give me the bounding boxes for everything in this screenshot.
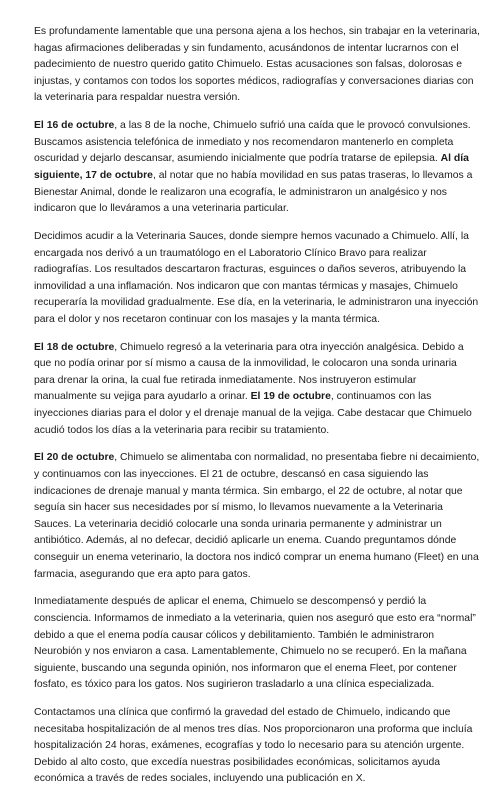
paragraph-text: , a las 8 de la noche, Chimuelo sufrió una caída que le provocó convulsiones. Buscamos asistencia telefónica de inmediato y nos recomendaron mantenerlo en completa oscuridad y dejarlo descansar, asumiendo inicialmente que podría tratarse de epilepsia. bbox=[34, 120, 471, 165]
date-highlight: El 16 de octubre bbox=[34, 120, 115, 132]
paragraph-text: Es profundamente lamentable que una persona ajena a los hechos, sin trabajar en la veterinaria, hagas afirmaciones deliberadas y sin fundamento, acusándonos de intentar lucrarnos con el padecimiento de nuestro querido gatito Chimuelo. Estas acusaciones son falsas, dolorosas e injustas, y contamos con todos los soportes médicos, radiografías y conversaciones diarias con la veterinaria para respaldar nuestra versión. bbox=[34, 26, 480, 104]
document-body bbox=[34, 24, 480, 799]
date-highlight: El 18 de octubre bbox=[34, 341, 115, 353]
paragraph-oct-16 bbox=[34, 118, 480, 218]
paragraph-text: , Chimuelo regresó a la veterinaria para otra inyección analgésica. Debido a que no podía orinar por sí mismo a causa de la inmovilidad, le colocaron una sonda urinaria para drenar la orina, la cual fue retirada inmediatamente. Nos instruyeron estimular manualmente su vejiga para ayudarlo a orinar. bbox=[34, 341, 464, 403]
paragraph-text: Contactamos una clínica que confirmó la gravedad del estado de Chimuelo, indicando que necesitaba hospitalización de al menos tres días. Nos proporcionaron una proforma que incluía hospitalización 24 horas, exámenes, ecografías y todo lo necesario para su atención urgente. Debido al alto costo, que excedía nuestras posibilidades económicas, solicitamos ayuda económica a través de redes sociales, incluyendo una publicación en X. bbox=[34, 707, 473, 785]
paragraph-clinica bbox=[34, 705, 480, 788]
paragraph-oct-20 bbox=[34, 450, 480, 583]
paragraph-text: Inmediatamente después de aplicar el enema, Chimuelo se descompensó y perdió la consciencia. Informamos de inmediato a la veterinaria, quien nos aseguró que esto era “normal” debido a que el enema podía causar cólicos y debilitamiento. También le administraron Neurobión y nos enviaron a casa. Lamentablemente, Chimuelo no se recuperó. En la mañana siguiente, buscando una segunda opinión, nos informaron que el enema Fleet, por contener fosfato, es tóxico para los gatos. Nos sugirieron trasladarlo a una clínica especializada. bbox=[34, 596, 476, 691]
date-highlight: El 19 de octubre bbox=[250, 391, 331, 403]
paragraph-oct-18 bbox=[34, 340, 480, 440]
paragraph-text: , Chimuelo se alimentaba con normalidad, no presentaba fiebre ni decaimiento, y continuamos con las inyecciones. El 21 de octubre, descansó en casa siguiendo las indicaciones de drenaje manual y manta térmica. Sin embargo, el 22 de octubre, al notar que seguía sin hacer sus necesidades por sí mismo, lo llevamos nuevamente a la Veterinaria Sauces. La veterinaria decidió colocarle una sonda urinaria permanente y administrar un antibiótico. Además, al no defecar, decidió aplicarle un enema. Cuando preguntamos dónde conseguir un enema veterinario, la doctora nos indicó comprar un enema humano (Fleet) en una farmacia, asegurando que era apto para gatos. bbox=[34, 452, 480, 580]
paragraph-enema bbox=[34, 594, 480, 694]
paragraph-veterinaria-sauces bbox=[34, 229, 480, 329]
paragraph-text: Decidimos acudir a la Veterinaria Sauces, donde siempre hemos vacunado a Chimuelo. Allí, la encargada nos derivó a un traumatólogo en el Laboratorio Clínico Bravo para realizar radiografías. Los resultados descartaron fracturas, esguinces o daños severos, atribuyendo la inmovilidad a una inflamación. Nos indicaron que con mantas térmicas y masajes, Chimuelo recuperaría la movilidad gradualmente. Ese día, en la veterinaria, le administraron una inyección para el dolor y nos recetaron continuar con los masajes y la manta térmica. bbox=[34, 230, 479, 325]
paragraph-text: , continuamos con las inyecciones diarias para el dolor y el drenaje manual de la vejiga. Cabe destacar que Chimuelo acudió todos los días a la veterinaria para recibir su tratamiento. bbox=[34, 391, 472, 436]
paragraph-text: , al notar que no había movilidad en sus patas traseras, lo llevamos a Bienestar Animal, donde le realizaron una ecografía, le administraron un analgésico y nos indicaron que lo lleváramos a una veterinaria particular. bbox=[34, 169, 473, 215]
date-highlight: Al día siguiente, 17 de octubre bbox=[34, 153, 469, 181]
paragraph-intro bbox=[34, 24, 480, 107]
date-highlight: El 20 de octubre bbox=[34, 452, 115, 464]
